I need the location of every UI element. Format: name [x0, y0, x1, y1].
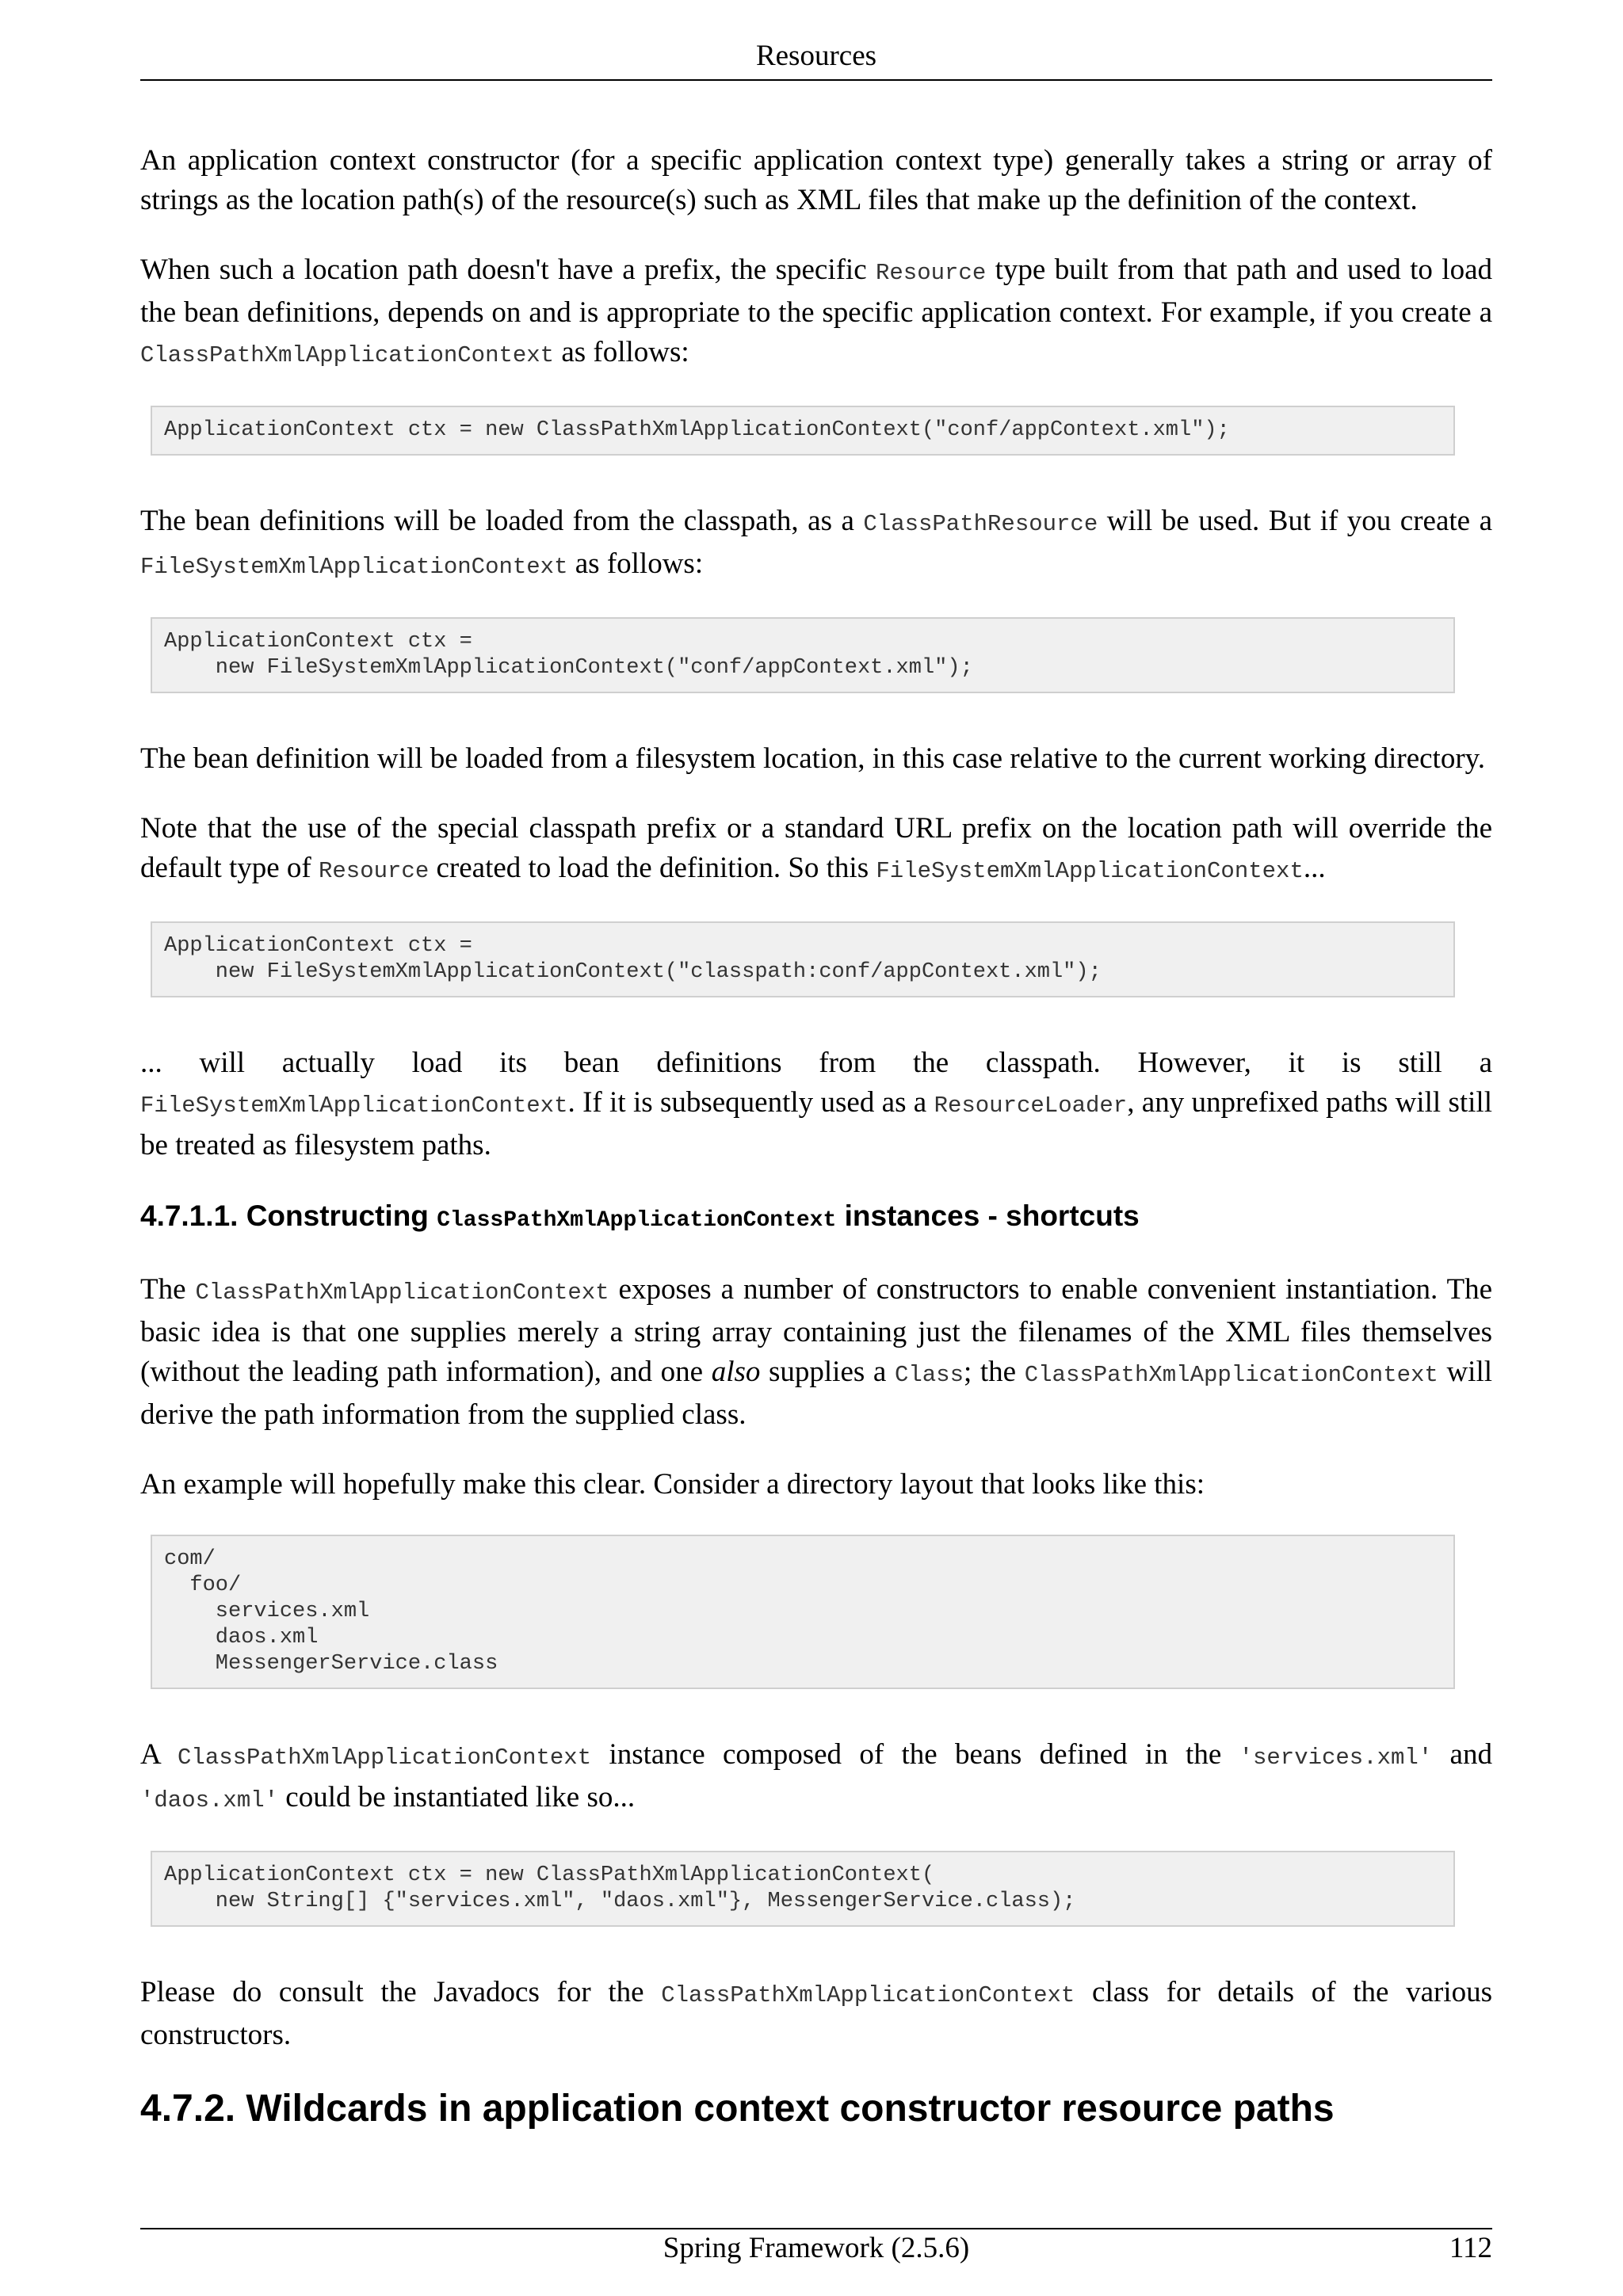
- inline-code: FileSystemXmlApplicationContext: [876, 858, 1304, 884]
- inline-code: Class: [894, 1362, 964, 1388]
- paragraph: The bean definitions will be loaded from the classpath, as a ClassPathResource will be used. But if you create a FileSystemXmlApplicationContext as follows:: [140, 505, 1493, 580]
- paragraph: An application context constructor (for a specific application context type) generally takes a string or array of strings as the location path(s) of the resource(s) such as XML files that make up the definition of the context.: [140, 144, 1492, 216]
- running-footer: [140, 2228, 1492, 2264]
- footer-title: Spring Framework (2.5.6): [663, 2232, 970, 2264]
- inline-code: 'services.xml': [1239, 1745, 1433, 1771]
- code-block: ApplicationContext ctx = new ClassPathXmlApplicationContext( new String[] {"services.xml", "daos.xml"}, MessengerService.class);: [151, 1851, 1455, 1927]
- inline-code: FileSystemXmlApplicationContext: [140, 554, 568, 580]
- inline-code: ClassPathResource: [863, 511, 1098, 537]
- inline-code: ClassPathXmlApplicationContext: [140, 342, 555, 368]
- inline-code: ClassPathXmlApplicationContext: [1024, 1362, 1438, 1388]
- page-content: [140, 141, 1492, 2133]
- paragraph: A ClassPathXmlApplicationContext instance composed of the beans defined in the 'services.xml' and 'daos.xml' could be instantiated like so...: [140, 1738, 1492, 1814]
- inline-code: ResourceLoader: [934, 1093, 1128, 1119]
- inline-code: ClassPathXmlApplicationContext: [195, 1280, 609, 1306]
- subsection-heading: 4.7.1.1. Constructing ClassPathXmlApplicationContext instances - shortcuts: [140, 1199, 1140, 1233]
- header-title: Resources: [755, 40, 877, 72]
- emphasis: also: [711, 1356, 761, 1388]
- paragraph: When such a location path doesn't have a prefix, the specific Resource type built from that path and used to load the bean definitions, depends on and is appropriate to the specific application context. For example, if you create a ClassPathXmlApplicationContext as follows:: [140, 254, 1492, 368]
- inline-code: ClassPathXmlApplicationContext: [178, 1745, 592, 1771]
- code-block: ApplicationContext ctx = new ClassPathXmlApplicationContext("conf/appContext.xml");: [151, 406, 1455, 456]
- code-block: ApplicationContext ctx = new FileSystemXmlApplicationContext("classpath:conf/appContext.xml");: [151, 921, 1455, 997]
- inline-code: Resource: [876, 260, 987, 286]
- paragraph: The ClassPathXmlApplicationContext exposes a number of constructors to enable convenient instantiation. The basic idea is that one supplies merely a string array containing just the filenames of the XML files themselves (without the leading path information), and one also supplies a Class; the ClassPathXmlApplicationContext will derive the path information from the supplied class.: [140, 1273, 1493, 1431]
- running-header: [140, 38, 1492, 81]
- code-block: com/ foo/ services.xml daos.xml MessengerService.class: [151, 1535, 1455, 1689]
- code-block: ApplicationContext ctx = new FileSystemXmlApplicationContext("conf/appContext.xml");: [151, 617, 1455, 693]
- page-number: 112: [1449, 2232, 1492, 2264]
- inline-code: 'daos.xml': [140, 1787, 279, 1814]
- paragraph-line: ... will actually load its bean definitions from the classpath. However, it is still a: [140, 1047, 1492, 1079]
- section-heading: 4.7.2. Wildcards in application context constructor resource paths: [140, 2088, 1335, 2130]
- paragraph: Note that the use of the special classpath prefix or a standard URL prefix on the location path will override the default type of Resource created to load the definition. So this FileSystemXmlApplicationContext...: [140, 812, 1492, 884]
- inline-code: FileSystemXmlApplicationContext: [140, 1093, 568, 1119]
- inline-code: ClassPathXmlApplicationContext: [661, 1982, 1075, 2008]
- paragraph: FileSystemXmlApplicationContext. If it is subsequently used as a ResourceLoader, any unprefixed paths will still be treated as filesystem paths.: [140, 1086, 1492, 1161]
- heading-code: ClassPathXmlApplicationContext: [437, 1208, 837, 1233]
- paragraph: Please do consult the Javadocs for the ClassPathXmlApplicationContext class for details of the various constructors.: [140, 1976, 1492, 2051]
- paragraph: An example will hopefully make this clear. Consider a directory layout that looks like this:: [140, 1468, 1205, 1501]
- paragraph: The bean definition will be loaded from a filesystem location, in this case relative to the current working directory.: [140, 742, 1485, 775]
- inline-code: Resource: [319, 858, 430, 884]
